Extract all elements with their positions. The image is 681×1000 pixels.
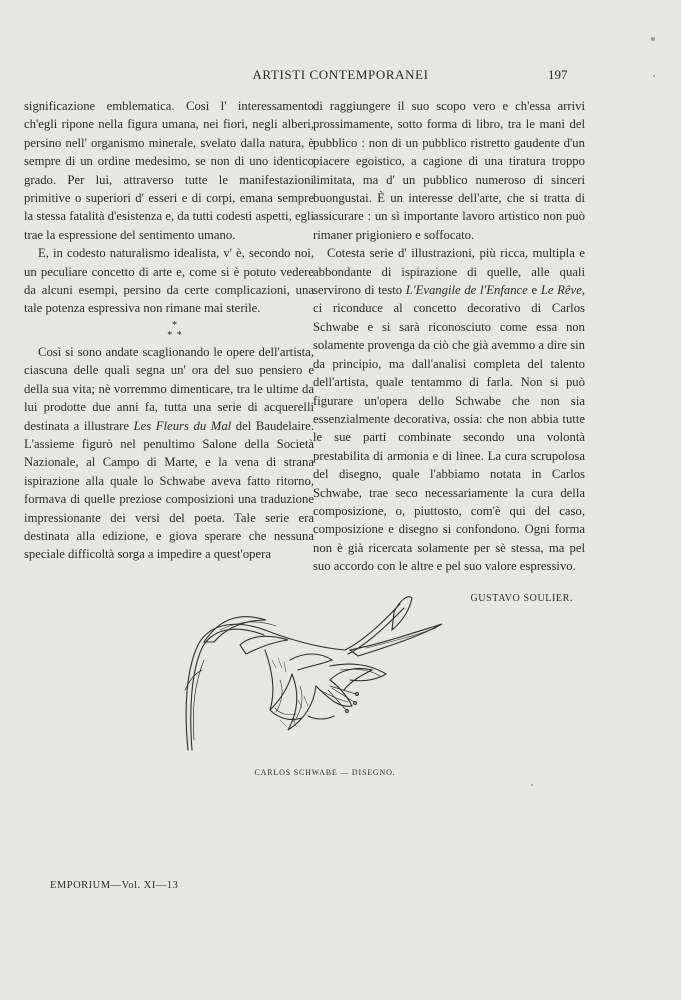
section-asterism bbox=[36, 321, 314, 341]
author-signature: GUSTAVO SOULIER. bbox=[470, 592, 573, 604]
paragraph: di raggiungere il suo scopo vero e ch'essa arrivi prossimamente, sotto forma di libro, tra le mani del pubblico : non di un pubblico ristretto gaudente d'un piacere egoistico, a cagione di una tiratura troppo limitata, ma d' un pubblico numeroso di sinceri buongustai. È un interesse dell'arte, che si tratta di assicurare : un sì importante lavoro artistico non può rimaner prigioniero e soffocato. bbox=[313, 99, 585, 242]
paragraph-text: e bbox=[527, 283, 541, 298]
paragraph-text: Così si sono andate scaglionando le opere dell'artista, ciascuna delle quali segna un' ora del suo pensiero e della sua vita; nè vorremmo dimenticare, tra le ultime da lui prodotte due anni fa, tutta una serie di acquerelli destinata a illustrare bbox=[24, 344, 314, 433]
asterism-top: * bbox=[172, 319, 178, 331]
right-column bbox=[313, 97, 585, 608]
paragraph-text: , ci riconduce al concetto decorativo di Carlos Schwabe e si sarà riconosciuto come essa non solamente provenga da ciò che già avemmo a dire sin da principio, ma dall'analisi completa del talento dell'artista, quale tentammo di farla. Non si può figurare un'opera dello Schwabe che non sia essenzialmente decorativa, ossia: che non abbia tutte le sue parti combinate secondo una volontà prestabilita di armonia e di linee. La cura scrupolosa del disegno, quale l'abbiamo notata in Carlos Schwabe, trae seco necessariamente la cura della composizione, o, piuttosto, com'è qui del caso, composizione e disegno si confondono. Ogni forma non è già ricercata solamente per sè stessa, ma pel suo accordo con le altre e pel suo valore espressivo. bbox=[313, 283, 585, 574]
illustration-caption: CARLOS SCHWABE — DISEGNO. bbox=[254, 768, 396, 777]
page-footer: EMPORIUM—Vol. XI—13 bbox=[50, 880, 179, 891]
running-header: ARTISTI CONTEMPORANEI bbox=[252, 67, 429, 82]
paragraph bbox=[313, 244, 585, 575]
asterism-bottom: * * bbox=[167, 329, 183, 341]
paragraph-text: del Baudelaire. L'assieme figurò nel penultimo Salone della Società Nazionale, al Campo di Marte, e la vena di strana ispirazione alla quale lo Schwabe aveva fatto ritorno, formava di quelle preziose composizioni una traduzione impressionante dei versi del poeta. Tale serie era destinata alla edizione, e giova sperare che nessuna speciale difficoltà sorga a impedire a quest'opera bbox=[24, 418, 314, 562]
paragraph-text: Cotesta serie d' illustrazioni, più ricca, multipla e abbondante di ispirazione di quelle, alle quali servirono di testo bbox=[313, 246, 585, 298]
paragraph: significazione emblematica. Così l' interessamento ch'egli ripone nella figura umana, nei fiori, negli alberi, persino nell' organismo minerale, svelato dalla natura, è sempre di un ordine medesimo, se non di uno identico grado. Per lui, attraverso tutte le manifestazioni primitive o superiori d' esseri e di corpi, emana sempre la stessa fatalità d'esistenza e, da tutti codesti aspetti, egli trae la espressione del sentimento umano. bbox=[24, 99, 314, 242]
paragraph bbox=[24, 343, 314, 564]
paper-speck bbox=[653, 75, 655, 77]
paragraph: E, in codesto naturalismo idealista, v' è, secondo noi, un peculiare concetto di arte e, come si è potuto vedere da alcuni esempi, persino da certe complicazioni, una tale potenza espressiva non rimane mai sterile. bbox=[24, 246, 314, 316]
paper-speck bbox=[651, 37, 655, 41]
book-title: Le Rêve bbox=[540, 283, 582, 298]
left-column bbox=[24, 97, 314, 564]
page-number: 197 bbox=[548, 67, 568, 82]
lily-drawing-illustration bbox=[180, 590, 450, 760]
book-title: Les Fleurs du Mal bbox=[133, 418, 232, 433]
paper-speck bbox=[531, 784, 533, 786]
book-title: L'Evangile de l'Enfance bbox=[405, 283, 528, 298]
